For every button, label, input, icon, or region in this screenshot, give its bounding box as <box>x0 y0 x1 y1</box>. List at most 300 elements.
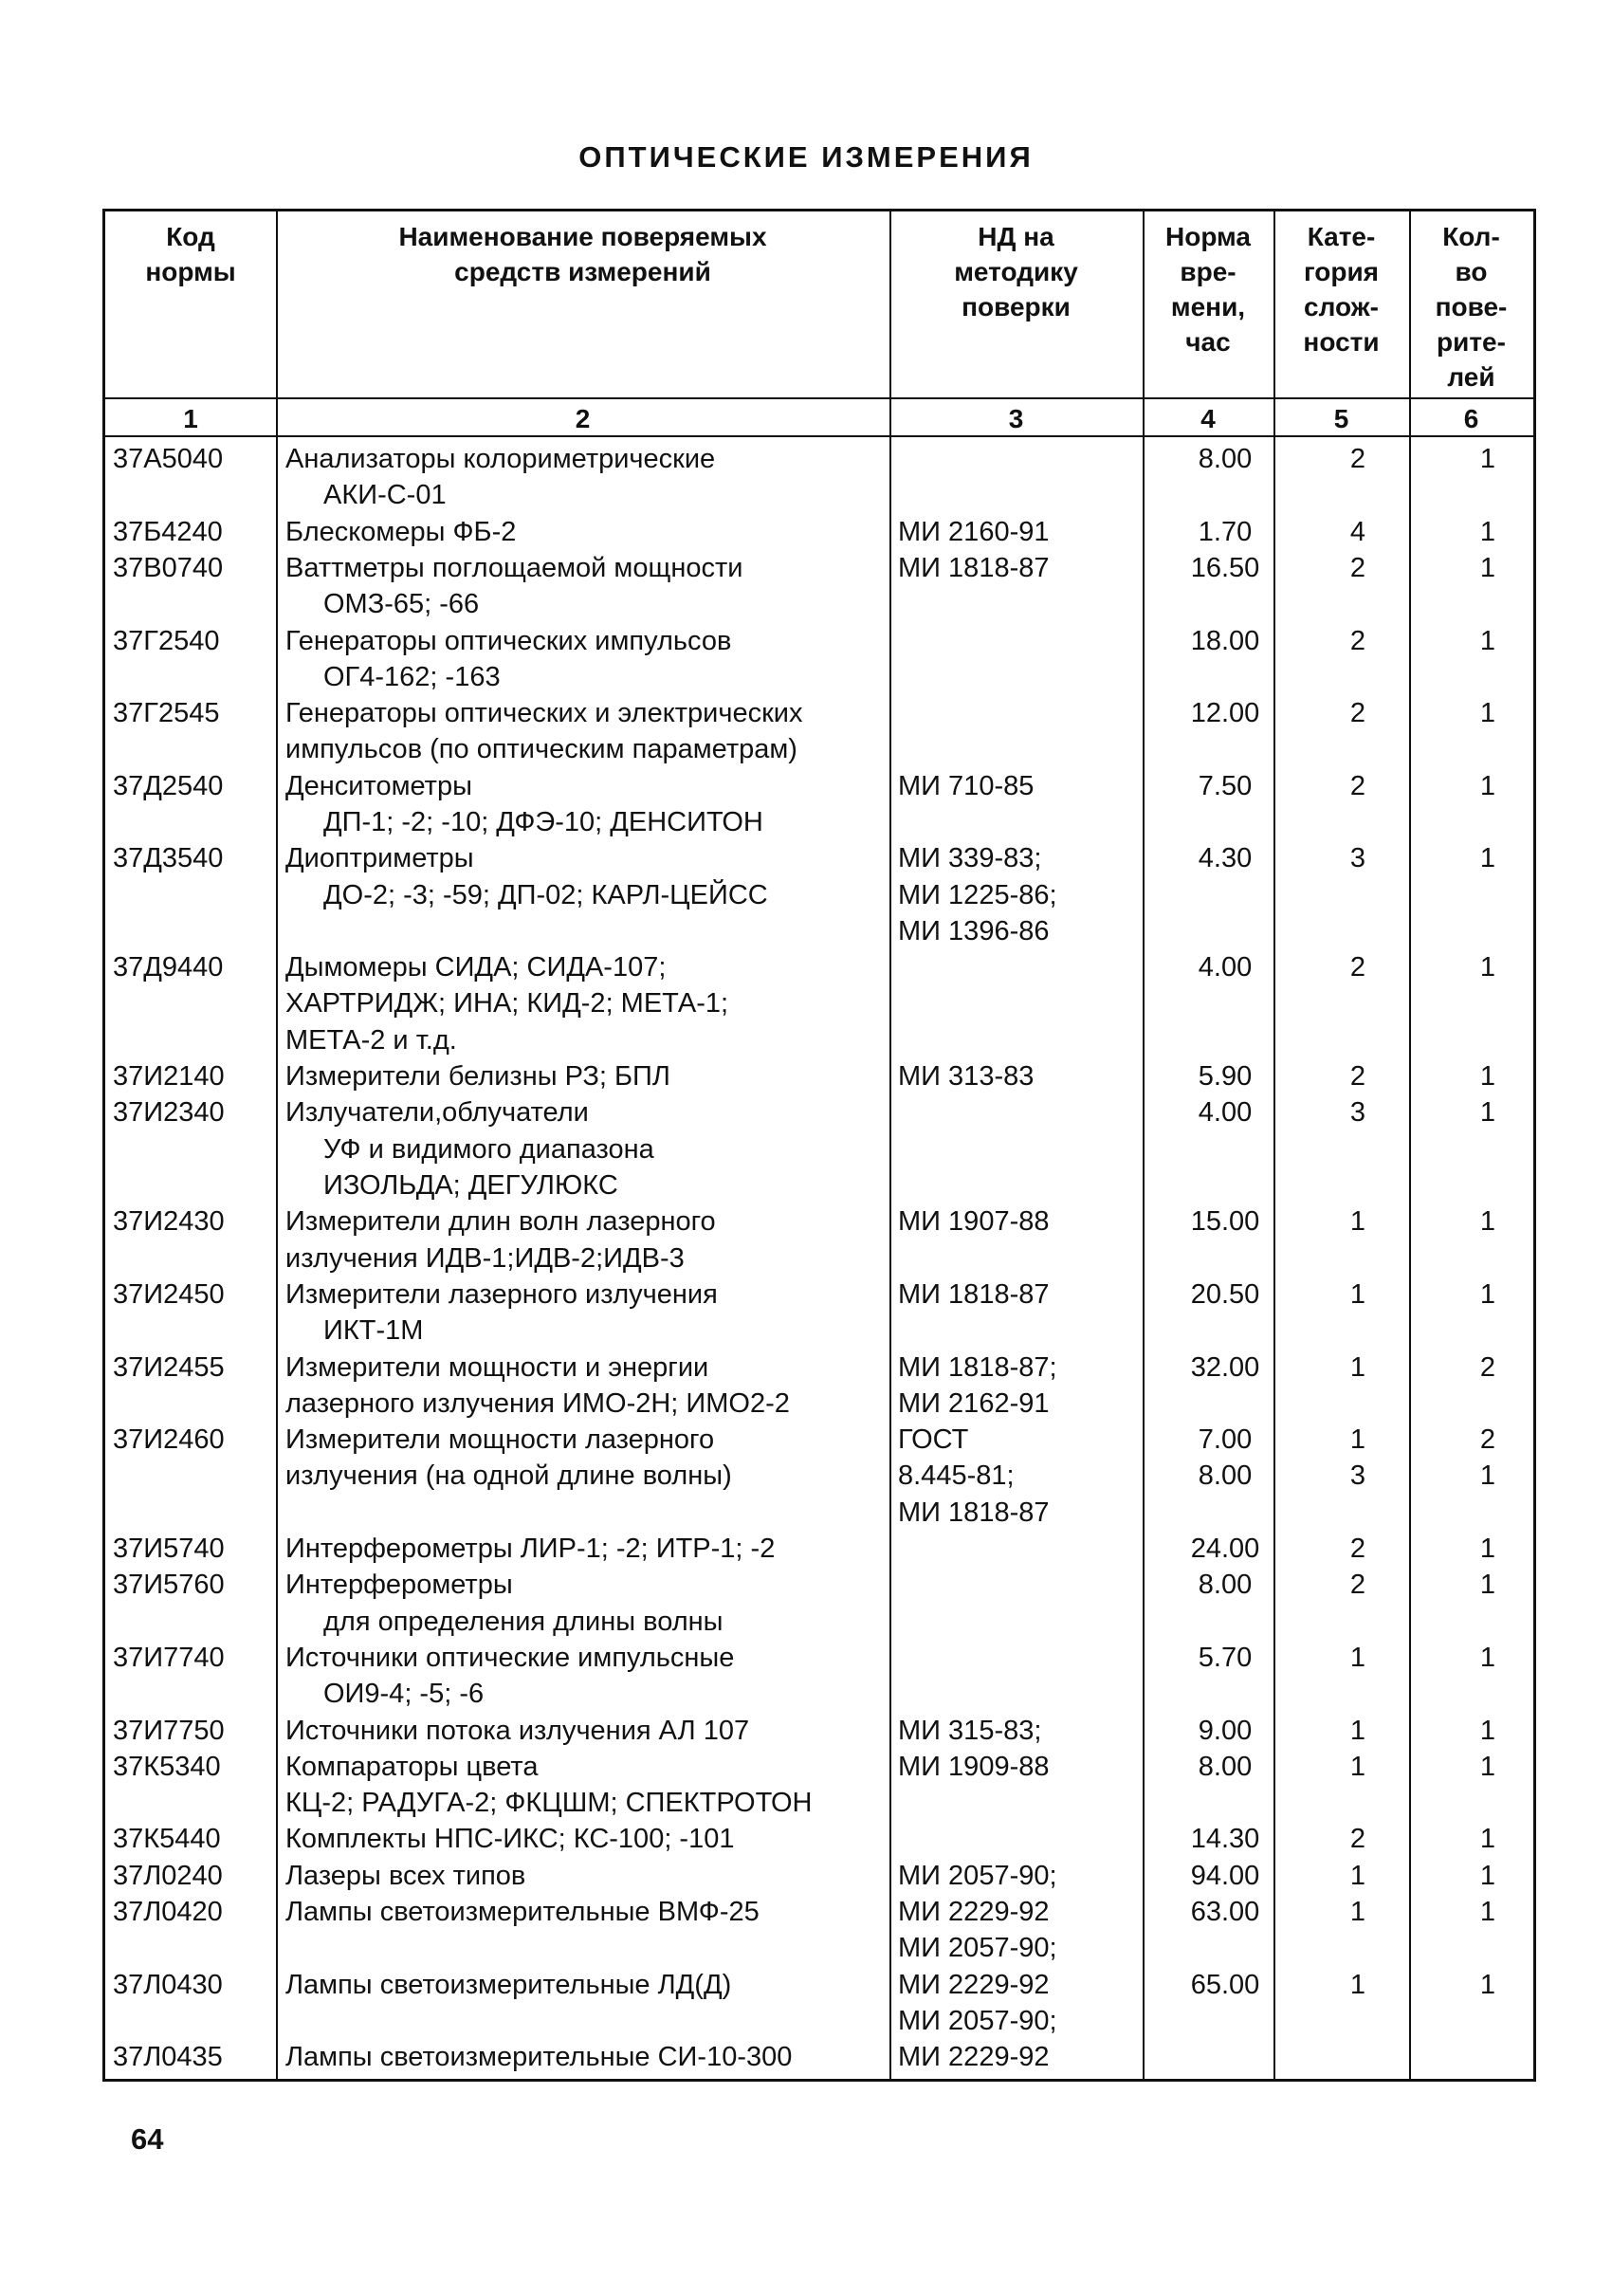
cell-line: МИ 1396-86 <box>898 915 1050 946</box>
cell-line: 1.70 <box>1198 516 1253 547</box>
code-cell <box>113 1350 225 1386</box>
cell-line: 37И5760 <box>113 1570 225 1601</box>
nd-cell <box>898 840 1057 949</box>
cell-line: 1 <box>1349 1424 1366 1456</box>
cell-line: 2 <box>1349 770 1366 801</box>
column-number: 4 <box>1200 404 1216 433</box>
count-cell <box>1450 1531 1526 1567</box>
cell-line: 37Л0430 <box>113 1969 223 2000</box>
name-cell <box>285 1640 734 1713</box>
cell-line: КЦ-2; РАДУГА-2; ФКЦШМ; СПЕКТРОТОН <box>285 1788 813 1819</box>
nd-cell <box>898 1203 1050 1240</box>
cell-line: МИ 1909-88 <box>898 1751 1050 1782</box>
cell-line: 94.00 <box>1190 1860 1260 1891</box>
cell-line: 1 <box>1349 1278 1366 1310</box>
cell-line: 2 <box>1349 1061 1366 1093</box>
cell-line: 2 <box>1349 444 1366 474</box>
nd-cell <box>898 1277 1050 1313</box>
category-cell <box>1277 1422 1438 1495</box>
name-cell <box>285 1350 790 1423</box>
cell-line: ОИ9-4; -5; -6 <box>323 1679 485 1710</box>
cell-line: излучения ИДВ-1;ИДВ-2;ИДВ-3 <box>285 1242 685 1274</box>
column-number: 2 <box>575 404 591 433</box>
code-cell <box>113 1967 223 2003</box>
cell-line: 8.00 <box>1198 1751 1253 1782</box>
cell-line: 1 <box>1479 1061 1496 1093</box>
code-cell <box>113 1713 225 1749</box>
code-cell <box>113 623 219 659</box>
header-line: Норма <box>1165 222 1251 251</box>
cell-line: излучения (на одной длине волны) <box>285 1460 732 1492</box>
header-line: НД на <box>978 222 1054 251</box>
header-line: слож- <box>1304 292 1379 321</box>
cell-line: 7.00 <box>1198 1424 1253 1456</box>
name-cell <box>285 1422 732 1495</box>
code-cell <box>113 949 223 985</box>
cell-line: Лампы светоизмерительные СИ-10-300 <box>285 2042 793 2073</box>
category-cell <box>1277 1531 1438 1567</box>
cell-line: МИ 2057-90; <box>898 2005 1057 2036</box>
cell-line: 1 <box>1479 1570 1496 1601</box>
header-line: ности <box>1303 327 1380 357</box>
cell-line: ДО-2; -3; -59; ДП-02; КАРЛ-ЦЕЙСС <box>323 879 768 910</box>
cell-line: МИ 1818-87 <box>898 552 1050 583</box>
category-cell <box>1277 1894 1438 1930</box>
header-nd <box>889 219 1143 324</box>
count-cell <box>1450 840 1526 876</box>
cell-line: 37И7740 <box>113 1642 225 1673</box>
cell-line: 37И2140 <box>113 1061 225 1093</box>
cell-line: 37И2340 <box>113 1097 225 1129</box>
category-cell <box>1277 840 1438 876</box>
cell-line: УФ и видимого диапазона <box>323 1133 654 1165</box>
category-cell <box>1277 1640 1438 1676</box>
cell-line: 37И7750 <box>113 1715 225 1746</box>
category-cell <box>1277 1967 1438 2003</box>
cell-line: 32.00 <box>1190 1351 1260 1383</box>
cell-line: 2 <box>1349 952 1366 983</box>
name-cell <box>285 695 802 768</box>
nd-cell <box>898 1713 1041 1749</box>
cell-line: Диоптриметры <box>285 843 474 874</box>
column-divider <box>1273 211 1275 2079</box>
category-cell <box>1277 768 1438 804</box>
count-cell <box>1450 949 1526 985</box>
nd-cell <box>898 1058 1034 1094</box>
header-divider <box>105 397 1533 399</box>
cell-line: 1 <box>1349 1969 1366 2000</box>
cell-line: МИ 2229-92 <box>898 2042 1050 2073</box>
cell-line: 37К5440 <box>113 1824 221 1855</box>
cell-line: Лампы светоизмерительные ЛД(Д) <box>285 1969 732 2000</box>
column-number: 6 <box>1463 404 1479 433</box>
cell-line: 4.00 <box>1198 1097 1253 1129</box>
cell-line: 37Д2540 <box>113 770 224 801</box>
cell-line: 2 <box>1349 1824 1366 1855</box>
code-cell <box>113 1058 225 1094</box>
cell-line: 1 <box>1479 1969 1496 2000</box>
cell-line: 7.50 <box>1198 770 1253 801</box>
cell-line: 65.00 <box>1190 1969 1260 2000</box>
name-cell <box>285 840 768 913</box>
cell-line: 1 <box>1479 770 1496 801</box>
code-cell <box>113 550 223 586</box>
cell-line: МИ 2162-91 <box>898 1387 1050 1419</box>
name-cell <box>285 1821 734 1857</box>
cell-line: 37Д9440 <box>113 952 224 983</box>
cell-line: 1 <box>1479 444 1496 474</box>
cell-line: 3 <box>1349 1460 1366 1492</box>
cell-line: 2 <box>1479 1351 1496 1383</box>
column-number: 3 <box>1008 404 1024 433</box>
header-line: лей <box>1447 362 1495 392</box>
cell-line: МИ 313-83 <box>898 1061 1035 1093</box>
column-divider <box>889 211 891 2079</box>
cell-line: МИ 315-83; <box>898 1715 1042 1746</box>
page-number: 64 <box>131 2122 164 2156</box>
cell-line: 1 <box>1349 1206 1366 1238</box>
cell-line: Излучатели,облучатели <box>285 1097 589 1129</box>
cell-line: 1 <box>1349 1715 1366 1746</box>
category-cell <box>1277 1713 1438 1749</box>
count-cell <box>1450 1749 1526 1785</box>
cell-line: 16.50 <box>1190 552 1260 583</box>
cell-line: для определения длины волны <box>323 1606 724 1637</box>
cell-line: Лампы светоизмерительные ВМФ-25 <box>285 1897 760 1927</box>
category-cell <box>1277 1567 1438 1603</box>
header-norm <box>1143 219 1273 359</box>
cell-line: 37К5340 <box>113 1751 221 1782</box>
cell-line: 5.90 <box>1198 1061 1253 1093</box>
category-cell <box>1277 1858 1438 1894</box>
column-number: 1 <box>183 404 198 433</box>
cell-line: 14.30 <box>1190 1824 1260 1855</box>
count-cell <box>1450 1640 1526 1676</box>
cell-line: 2 <box>1349 625 1366 656</box>
cell-line: 37Г2545 <box>113 698 220 729</box>
cell-line: 1 <box>1479 1097 1496 1129</box>
name-cell <box>285 1531 775 1567</box>
cell-line: 1 <box>1479 1460 1496 1492</box>
header-line: Кол- <box>1442 222 1500 251</box>
cell-line: МИ 339-83; <box>898 843 1042 874</box>
cell-line: 8.00 <box>1198 1570 1253 1601</box>
name-cell <box>285 1203 716 1277</box>
header-code <box>105 219 276 289</box>
cell-line: Анализаторы колориметрические <box>285 444 716 474</box>
cell-line: Денситометры <box>285 770 472 801</box>
cell-line: 2 <box>1349 1534 1366 1564</box>
header-line: поверки <box>962 292 1071 321</box>
nd-cell <box>898 1858 1057 1894</box>
count-cell <box>1450 1094 1526 1130</box>
cell-line: Источники потока излучения АЛ 107 <box>285 1715 750 1746</box>
cell-line: 8.00 <box>1198 1460 1253 1492</box>
cell-line: ОГ4-162; -163 <box>323 661 501 692</box>
cell-line: 1 <box>1479 698 1496 729</box>
cell-line: МИ 1818-87; <box>898 1351 1057 1383</box>
count-cell <box>1450 1713 1526 1749</box>
cell-line: 20.50 <box>1190 1278 1260 1310</box>
cell-line: Измерители белизны РЗ; БПЛ <box>285 1061 670 1093</box>
code-cell <box>113 1531 225 1567</box>
cell-line: 37Л0240 <box>113 1860 223 1891</box>
cell-line: 1 <box>1479 1751 1496 1782</box>
header-line: во <box>1455 257 1488 286</box>
cell-line: 3 <box>1349 843 1366 874</box>
cell-line: Блескомеры ФБ-2 <box>285 516 517 547</box>
count-cell <box>1450 514 1526 550</box>
header-line: мени, <box>1170 292 1246 321</box>
header-line: Наименование поверяемых <box>398 222 767 251</box>
code-cell <box>113 840 223 876</box>
cell-line: МИ 710-85 <box>898 770 1035 801</box>
cell-line: 2 <box>1349 1570 1366 1601</box>
cell-line: ХАРТРИДЖ; ИНА; КИД-2; МЕТА-1; <box>285 988 729 1019</box>
count-cell <box>1450 768 1526 804</box>
nd-cell <box>898 1422 1050 1531</box>
name-cell <box>285 514 516 550</box>
cell-line: 15.00 <box>1190 1206 1260 1238</box>
header-line: пове- <box>1435 292 1508 321</box>
code-cell <box>113 1422 225 1458</box>
cell-line: Измерители мощности и энергии <box>285 1351 709 1383</box>
cell-line: 37И2460 <box>113 1424 225 1456</box>
name-cell <box>285 1894 760 1930</box>
cell-line: лазерного излучения ИМО-2Н; ИМО2-2 <box>285 1387 790 1419</box>
cell-line: 37И5740 <box>113 1534 225 1564</box>
cell-line: 5.70 <box>1198 1642 1253 1673</box>
cell-line: 1 <box>1479 1534 1496 1564</box>
cell-line: МИ 1907-88 <box>898 1206 1050 1238</box>
cell-line: 1 <box>1349 1751 1366 1782</box>
name-cell <box>285 2039 792 2075</box>
cell-line: 37И2450 <box>113 1278 225 1310</box>
name-cell <box>285 550 742 623</box>
code-cell <box>113 441 223 477</box>
column-number: 5 <box>1333 404 1349 433</box>
nd-cell <box>898 514 1050 550</box>
cell-line: Генераторы оптических импульсов <box>285 625 732 656</box>
count-cell <box>1450 1967 1526 2003</box>
count-cell <box>1450 1277 1526 1313</box>
category-cell <box>1277 441 1438 477</box>
cell-line: 4.30 <box>1198 843 1253 874</box>
nd-cell <box>898 1894 1057 1967</box>
cell-line: Генераторы оптических и электрических <box>285 698 803 729</box>
cell-line: 1 <box>1479 1715 1496 1746</box>
cell-line: 37И2455 <box>113 1351 225 1383</box>
cell-line: 1 <box>1479 552 1496 583</box>
column-divider <box>1143 211 1145 2079</box>
cell-line: 37Г2540 <box>113 625 220 656</box>
cell-line: ИЗОЛЬДА; ДЕГУЛЮКС <box>323 1169 618 1201</box>
cell-line: 3 <box>1349 1097 1366 1129</box>
cell-line: Интерферометры ЛИР-1; -2; ИТР-1; -2 <box>285 1534 776 1564</box>
cell-line: 37Б4240 <box>113 516 223 547</box>
cell-line: ОМЗ-65; -66 <box>323 589 480 620</box>
category-cell <box>1277 1094 1438 1130</box>
cell-line: 1 <box>1479 516 1496 547</box>
name-cell <box>285 1858 525 1894</box>
cell-line: Комплекты НПС-ИКС; КС-100; -101 <box>285 1824 735 1855</box>
category-cell <box>1277 1277 1438 1313</box>
cell-line: ДП-1; -2; -10; ДФЭ-10; ДЕНСИТОН <box>323 806 763 837</box>
cell-line: Измерители лазерного излучения <box>285 1278 718 1310</box>
cell-line: 37И2430 <box>113 1206 225 1238</box>
category-cell <box>1277 550 1438 586</box>
header-line: час <box>1185 327 1231 357</box>
name-cell <box>285 1277 718 1350</box>
header-line: Код <box>166 222 215 251</box>
header-line: нормы <box>145 257 236 286</box>
cell-line: Лазеры всех типов <box>285 1860 526 1891</box>
code-cell <box>113 1203 225 1240</box>
cell-line: МИ 2160-91 <box>898 516 1050 547</box>
code-cell <box>113 1277 225 1313</box>
category-cell <box>1277 1350 1438 1386</box>
count-cell <box>1450 1203 1526 1240</box>
cell-line: Источники оптические импульсные <box>285 1642 735 1673</box>
nd-cell <box>898 1350 1057 1423</box>
cell-line: МИ 2057-90; <box>898 1933 1057 1964</box>
cell-line: 63.00 <box>1190 1897 1260 1927</box>
category-cell <box>1277 1203 1438 1240</box>
header-line: средств измерений <box>454 257 711 286</box>
cell-line: 1 <box>1479 1206 1496 1238</box>
cell-line: 1 <box>1349 1897 1366 1927</box>
category-cell <box>1277 1749 1438 1785</box>
cell-line: МИ 1818-87 <box>898 1497 1050 1528</box>
page-title: ОПТИЧЕСКИЕ ИЗМЕРЕНИЯ <box>578 140 1034 174</box>
count-cell <box>1450 1821 1526 1857</box>
category-cell <box>1277 695 1438 731</box>
column-divider <box>276 211 278 2079</box>
code-cell <box>113 1640 225 1676</box>
cell-line: ИКТ-1М <box>323 1315 424 1347</box>
header-category <box>1273 219 1409 359</box>
cell-line: 1 <box>1479 1860 1496 1891</box>
cell-line: 4.00 <box>1198 952 1253 983</box>
count-cell <box>1450 695 1526 731</box>
count-cell <box>1450 623 1526 659</box>
name-cell <box>285 1749 813 1822</box>
name-cell <box>285 441 715 514</box>
cell-line: 18.00 <box>1190 625 1260 656</box>
category-cell <box>1277 949 1438 985</box>
column-divider <box>1409 211 1411 2079</box>
cell-line: 1 <box>1349 1860 1366 1891</box>
nd-cell <box>898 768 1034 804</box>
count-cell <box>1450 550 1526 586</box>
cell-line: Ваттметры поглощаемой мощности <box>285 552 743 583</box>
cell-line: 37В0740 <box>113 552 224 583</box>
cell-line: МИ 2057-90; <box>898 1860 1057 1891</box>
nd-cell <box>898 1967 1057 2040</box>
nd-cell <box>898 1749 1050 1785</box>
code-cell <box>113 1894 223 1930</box>
header-line: методику <box>954 257 1078 286</box>
name-cell <box>285 1567 723 1640</box>
cell-line: МИ 1818-87 <box>898 1278 1050 1310</box>
cell-line: 8.00 <box>1198 444 1253 474</box>
code-cell <box>113 2039 223 2075</box>
cell-line: 1 <box>1479 952 1496 983</box>
cell-line: 1 <box>1479 1824 1496 1855</box>
cell-line: МИ 2229-92 <box>898 1969 1050 2000</box>
category-cell <box>1277 1821 1438 1857</box>
name-cell <box>285 949 728 1058</box>
count-cell <box>1450 1422 1526 1495</box>
cell-line: 2 <box>1479 1424 1496 1456</box>
count-cell <box>1450 1858 1526 1894</box>
cell-line: 37Д3540 <box>113 843 224 874</box>
cell-line: 24.00 <box>1190 1534 1260 1564</box>
cell-line: 2 <box>1349 698 1366 729</box>
nd-cell <box>898 2039 1050 2075</box>
cell-line: 12.00 <box>1190 698 1260 729</box>
cell-line: 37А5040 <box>113 444 224 474</box>
code-cell <box>113 1858 223 1894</box>
cell-line: Дымомеры СИДА; СИДА-107; <box>285 952 667 983</box>
header-line: вре- <box>1180 257 1236 286</box>
cell-line: 1 <box>1479 1897 1496 1927</box>
header-name <box>276 219 889 289</box>
cell-line: МИ 1225-86; <box>898 879 1057 910</box>
cell-line: 1 <box>1349 1351 1366 1383</box>
code-cell <box>113 695 219 731</box>
cell-line: ГОСТ <box>898 1424 969 1456</box>
code-cell <box>113 514 223 550</box>
code-cell <box>113 1821 221 1857</box>
count-cell <box>1450 441 1526 477</box>
cell-line: 4 <box>1349 516 1366 547</box>
count-cell <box>1450 1350 1526 1386</box>
code-cell <box>113 768 223 804</box>
header-line: гория <box>1303 257 1380 286</box>
cell-line: Измерители мощности лазерного <box>285 1424 715 1456</box>
cell-line: 1 <box>1479 843 1496 874</box>
count-cell <box>1450 1894 1526 1930</box>
cell-line: АКИ-С-01 <box>323 480 447 511</box>
code-cell <box>113 1749 221 1785</box>
category-cell <box>1277 623 1438 659</box>
cell-line: МИ 2229-92 <box>898 1897 1050 1927</box>
name-cell <box>285 1967 731 2003</box>
count-cell <box>1450 1567 1526 1603</box>
cell-line: МЕТА-2 и т.д. <box>285 1024 457 1056</box>
name-cell <box>285 768 763 841</box>
name-cell <box>285 1713 749 1749</box>
header-count <box>1409 219 1533 395</box>
category-cell <box>1277 1058 1438 1094</box>
name-cell <box>285 1094 654 1203</box>
name-cell <box>285 623 731 696</box>
cell-line: 37Л0435 <box>113 2042 223 2073</box>
norms-table <box>102 209 1536 2082</box>
code-cell <box>113 1567 225 1603</box>
cell-line: 1 <box>1479 625 1496 656</box>
cell-line: Интерферометры <box>285 1570 513 1601</box>
cell-line: 8.445-81; <box>898 1460 1015 1492</box>
cell-line: Компараторы цвета <box>285 1751 539 1782</box>
cell-line: 9.00 <box>1198 1715 1253 1746</box>
nd-cell <box>898 550 1050 586</box>
name-cell <box>285 1058 670 1094</box>
header-line: рите- <box>1437 327 1506 357</box>
cell-line: Измерители длин волн лазерного <box>285 1206 716 1238</box>
count-cell <box>1450 1058 1526 1094</box>
